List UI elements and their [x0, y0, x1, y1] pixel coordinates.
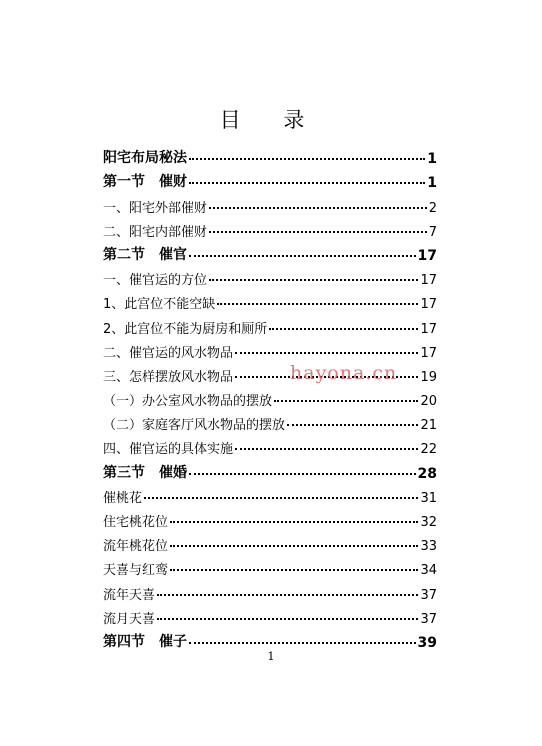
toc-entry[interactable]	[103, 457, 437, 481]
toc-leader-dots	[144, 497, 418, 499]
toc-entry-page: 34	[420, 563, 437, 579]
toc-entry-page: 1	[427, 151, 437, 168]
toc-entry-label: 1、此宫位不能空缺	[103, 297, 216, 313]
toc-entry-page: 33	[420, 539, 437, 555]
toc-entry[interactable]	[103, 554, 437, 578]
toc-entry-label: 阳宅布局秘法	[103, 150, 187, 167]
toc-entry-page: 28	[417, 465, 437, 482]
toc-entry-page: 17	[420, 321, 437, 337]
toc-entry-page: 1	[427, 175, 437, 192]
toc-leader-dots	[235, 352, 418, 354]
toc-entry[interactable]	[103, 216, 437, 240]
toc-entry-label: 第四节 催子	[103, 633, 187, 650]
toc-entry-page: 37	[420, 611, 437, 627]
toc-entry-page: 19	[420, 369, 437, 385]
toc-entry-page: 17	[420, 297, 437, 313]
toc-leader-dots	[157, 618, 418, 620]
toc-leader-dots	[189, 158, 425, 160]
toc-entry-label: 住宅桃花位	[103, 515, 169, 530]
toc-entry[interactable]	[103, 312, 437, 336]
toc-entry[interactable]	[103, 506, 437, 530]
toc-entry[interactable]	[103, 627, 437, 651]
toc-leader-dots	[209, 207, 427, 209]
toc-leader-dots	[269, 328, 418, 330]
toc-leader-dots	[189, 182, 425, 184]
toc-entry-page: 32	[420, 515, 437, 530]
toc-entry-label: 第三节 催婚	[103, 464, 187, 481]
toc-entry-page: 2	[428, 200, 437, 216]
toc-entry-page: 39	[417, 634, 437, 651]
toc-entry[interactable]	[103, 603, 437, 627]
toc-entry-label: 流月天喜	[103, 611, 156, 627]
toc-entry[interactable]	[103, 482, 437, 506]
toc-entry[interactable]	[103, 167, 437, 191]
toc-entry[interactable]	[103, 530, 437, 554]
toc-entry[interactable]	[103, 240, 437, 264]
toc-entry[interactable]	[103, 409, 437, 433]
toc-entry[interactable]	[103, 264, 437, 288]
toc-entry-label: 一、催官运的方位	[103, 273, 208, 289]
page-title: 目 录	[219, 108, 323, 132]
toc-leader-dots	[170, 545, 418, 547]
toc-entry-label: 一、阳宅外部催财	[103, 200, 208, 216]
toc-leader-dots	[287, 424, 418, 426]
toc-entry-label: 四、催官运的具体实施	[103, 442, 234, 458]
toc-leader-dots	[209, 279, 418, 281]
toc-entry-page: 37	[420, 587, 437, 603]
toc-entry[interactable]	[103, 385, 437, 409]
toc-entry-page: 21	[420, 418, 437, 434]
toc-entry-page: 31	[420, 490, 437, 506]
toc-leader-dots	[189, 473, 416, 475]
toc-entry[interactable]	[103, 337, 437, 361]
table-of-contents	[103, 143, 437, 651]
toc-entry-label: 2、此宫位不能为厨房和厕所	[103, 321, 268, 337]
toc-entry-label: 二、阳宅内部催财	[103, 224, 208, 240]
toc-leader-dots	[209, 231, 427, 233]
toc-entry-label: 三、怎样摆放风水物品	[103, 369, 234, 385]
toc-entry-label: 流年天喜	[103, 587, 156, 603]
toc-entry-page: 22	[420, 442, 437, 458]
toc-leader-dots	[157, 594, 418, 596]
toc-entry-label: （二）家庭客厅风水物品的摆放	[103, 418, 286, 434]
toc-entry-page: 20	[420, 394, 437, 410]
toc-entry-label: 第一节 催财	[103, 174, 187, 191]
toc-entry-page: 17	[420, 273, 437, 289]
toc-entry-label: （一）办公室风水物品的摆放	[103, 394, 273, 410]
toc-entry-page: 7	[428, 224, 437, 240]
toc-entry-page: 17	[417, 247, 437, 264]
toc-entry-label: 二、催官运的风水物品	[103, 345, 234, 361]
toc-entry-label: 第二节 催官	[103, 246, 187, 263]
watermark: hayona.cn	[290, 362, 398, 384]
toc-entry-label: 天喜与红鸾	[103, 563, 169, 579]
toc-entry-label: 流年桃花位	[103, 539, 169, 555]
toc-leader-dots	[170, 569, 418, 571]
toc-entry[interactable]	[103, 288, 437, 312]
page-number: 1	[267, 650, 275, 663]
toc-entry-label: 催桃花	[103, 490, 143, 506]
toc-leader-dots	[274, 400, 418, 402]
toc-leader-dots	[235, 448, 418, 450]
toc-entry-page: 17	[420, 345, 437, 361]
toc-leader-dots	[189, 642, 416, 644]
toc-entry[interactable]	[103, 191, 437, 215]
toc-entry[interactable]	[103, 143, 437, 167]
toc-leader-dots	[189, 255, 416, 257]
toc-leader-dots	[170, 521, 418, 523]
toc-leader-dots	[217, 303, 418, 305]
toc-entry[interactable]	[103, 433, 437, 457]
toc-entry[interactable]	[103, 578, 437, 602]
